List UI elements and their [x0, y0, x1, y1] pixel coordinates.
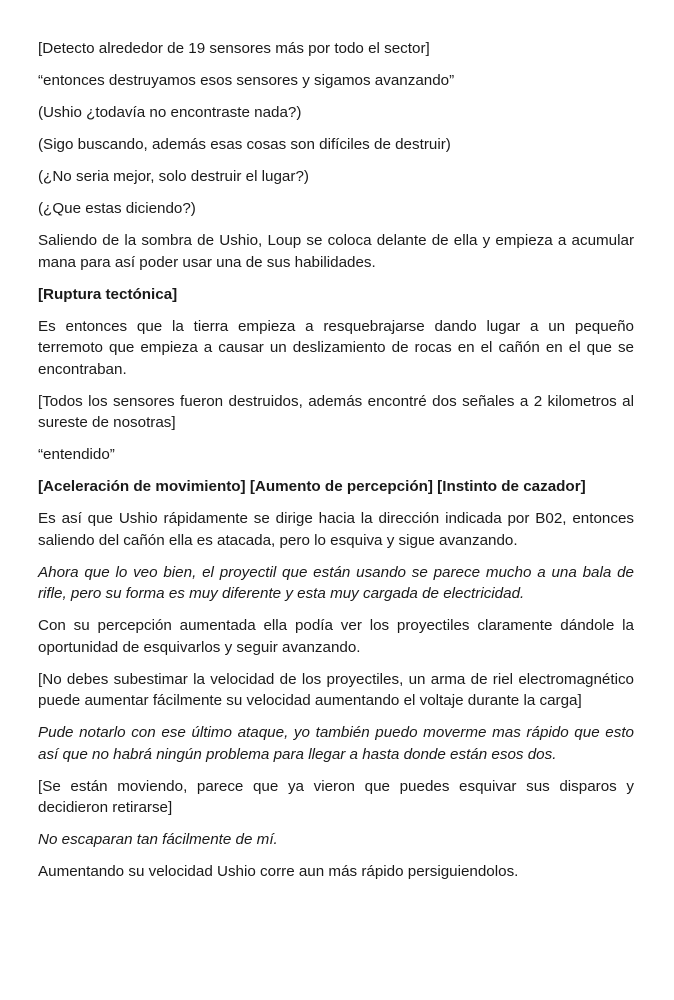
paragraph-narration: Es entonces que la tierra empieza a resquebrajarse dando lugar a un pequeño terremoto que empieza a causar un deslizamiento de rocas en el cañón en el que se encontraban. — [38, 317, 634, 378]
paragraph-telepathy: (Ushio ¿todavía no encontraste nada?) — [38, 104, 302, 121]
paragraph-telepathy: (Sigo buscando, además esas cosas son difíciles de destruir) — [38, 136, 451, 153]
paragraph-skill-name: [Ruptura tectónica] — [38, 285, 178, 303]
document-page — [38, 38, 634, 893]
paragraph-inner-thought: No escaparan tan fácilmente de mí. — [38, 831, 278, 848]
paragraph-dialogue: “entendido” — [38, 446, 115, 463]
paragraph-skill-names: [Aceleración de movimiento] [Aumento de percepción] [Instinto de cazador] — [38, 478, 586, 495]
paragraph-system-message: [Todos los sensores fueron destruidos, además encontré dos señales a 2 kilometros al sureste de nosotras] — [38, 392, 634, 431]
paragraph-telepathy: (¿Que estas diciendo?) — [38, 200, 196, 217]
paragraph-inner-thought: Pude notarlo con ese último ataque, yo también puedo moverme mas rápido que esto así que no habrá ningún problema para llegar a hasta donde están esos dos. — [38, 724, 634, 763]
paragraph-telepathy: (¿No seria mejor, solo destruir el lugar?) — [38, 168, 309, 185]
paragraph-narration: Con su percepción aumentada ella podía ver los proyectiles claramente dándole la oportunidad de esquivarlos y seguir avanzando. — [38, 617, 634, 656]
paragraph-narration: Es así que Ushio rápidamente se dirige hacia la dirección indicada por B02, entonces saliendo del cañón ella es atacada, pero lo esquiva y sigue avanzando. — [38, 510, 634, 549]
paragraph-narration: Aumentando su velocidad Ushio corre aun más rápido persiguiendolos. — [38, 863, 519, 880]
paragraph-inner-thought: Ahora que lo veo bien, el proyectil que están usando se parece mucho a una bala de rifle, pero su forma es muy diferente y esta muy cargada de electricidad. — [38, 563, 634, 602]
paragraph-system-message: [Se están moviendo, parece que ya vieron que puedes esquivar sus disparos y decidieron retirarse] — [38, 777, 634, 816]
paragraph-narration: Saliendo de la sombra de Ushio, Loup se coloca delante de ella y empieza a acumular mana para así poder usar una de sus habilidades. — [38, 232, 634, 271]
paragraph-system-message: [No debes subestimar la velocidad de los proyectiles, un arma de riel electromagnético puede aumentar fácilmente su velocidad aumentando el voltaje durante la carga] — [38, 670, 634, 709]
paragraph-dialogue: “entonces destruyamos esos sensores y sigamos avanzando” — [38, 72, 455, 89]
paragraph-sensor-report: [Detecto alrededor de 19 sensores más por todo el sector] — [38, 40, 430, 57]
